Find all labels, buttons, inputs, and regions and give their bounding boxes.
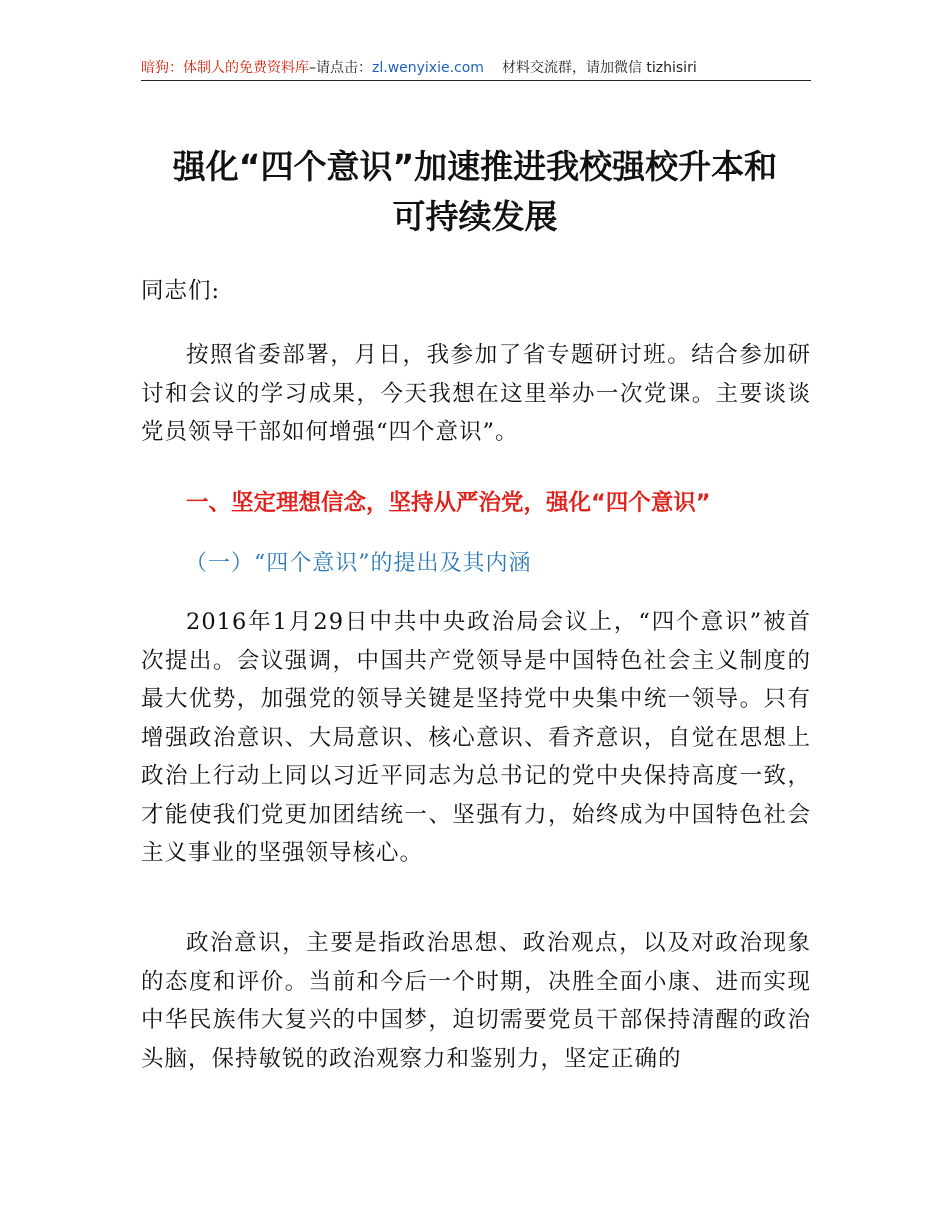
header-divider — [141, 80, 811, 81]
paragraph-political-awareness: 政治意识，主要是指政治思想、政治观点，以及对政治现象的态度和评价。当前和今后一个时期，决胜全面小康、进而实现中华民族伟大复兴的中国梦，迫切需要党员干部保持清醒的政治头脑，保持敏锐的政治观察力和鉴别力，坚定正确的 — [141, 930, 811, 1072]
subsection-heading-1: （一）“四个意识”的提出及其内涵 — [185, 551, 532, 576]
header-prompt: –请点击： — [309, 60, 372, 76]
header-contact: 材料交流群，请加微信 tizhisiri — [501, 60, 697, 76]
section-heading-1: 一、坚定理想信念，坚持从严治党，强化“四个意识” — [186, 490, 711, 516]
paragraph-origin: 2016年1月29日中共中央政治局会议上，“四个意识”被首次提出。会议强调，中国共产党领导是中国特色社会主义制度的最大优势，加强党的领导关键是坚持党中央集中统一领导。只有增强政治意识、大局意识、核心意识、看齐意识，自觉在思想上政治上行动上同以习近平同志为总书记的党中央保持高度一致，才能使我们党更加团结统一、坚强有力，始终成为中国特色社会主义事业的坚强领导核心。 — [141, 609, 811, 866]
document-title — [120, 142, 830, 242]
header-brand: 暗狗：体制人的免费资料库 — [141, 60, 309, 76]
salutation: 同志们: — [141, 278, 221, 304]
title-line-1: 强化“四个意识”加速推进我校强校升本和 — [172, 147, 778, 186]
header-url-link[interactable]: zl.wenyixie.com — [372, 60, 484, 76]
page-header — [141, 56, 811, 80]
paragraph-intro: 按照省委部署，月日，我参加了省专题研讨班。结合参加研讨和会议的学习成果，今天我想在这里举办一次党课。主要谈谈党员领导干部如何增强“四个意识”。 — [141, 342, 811, 445]
title-line-2: 可持续发展 — [392, 197, 558, 236]
